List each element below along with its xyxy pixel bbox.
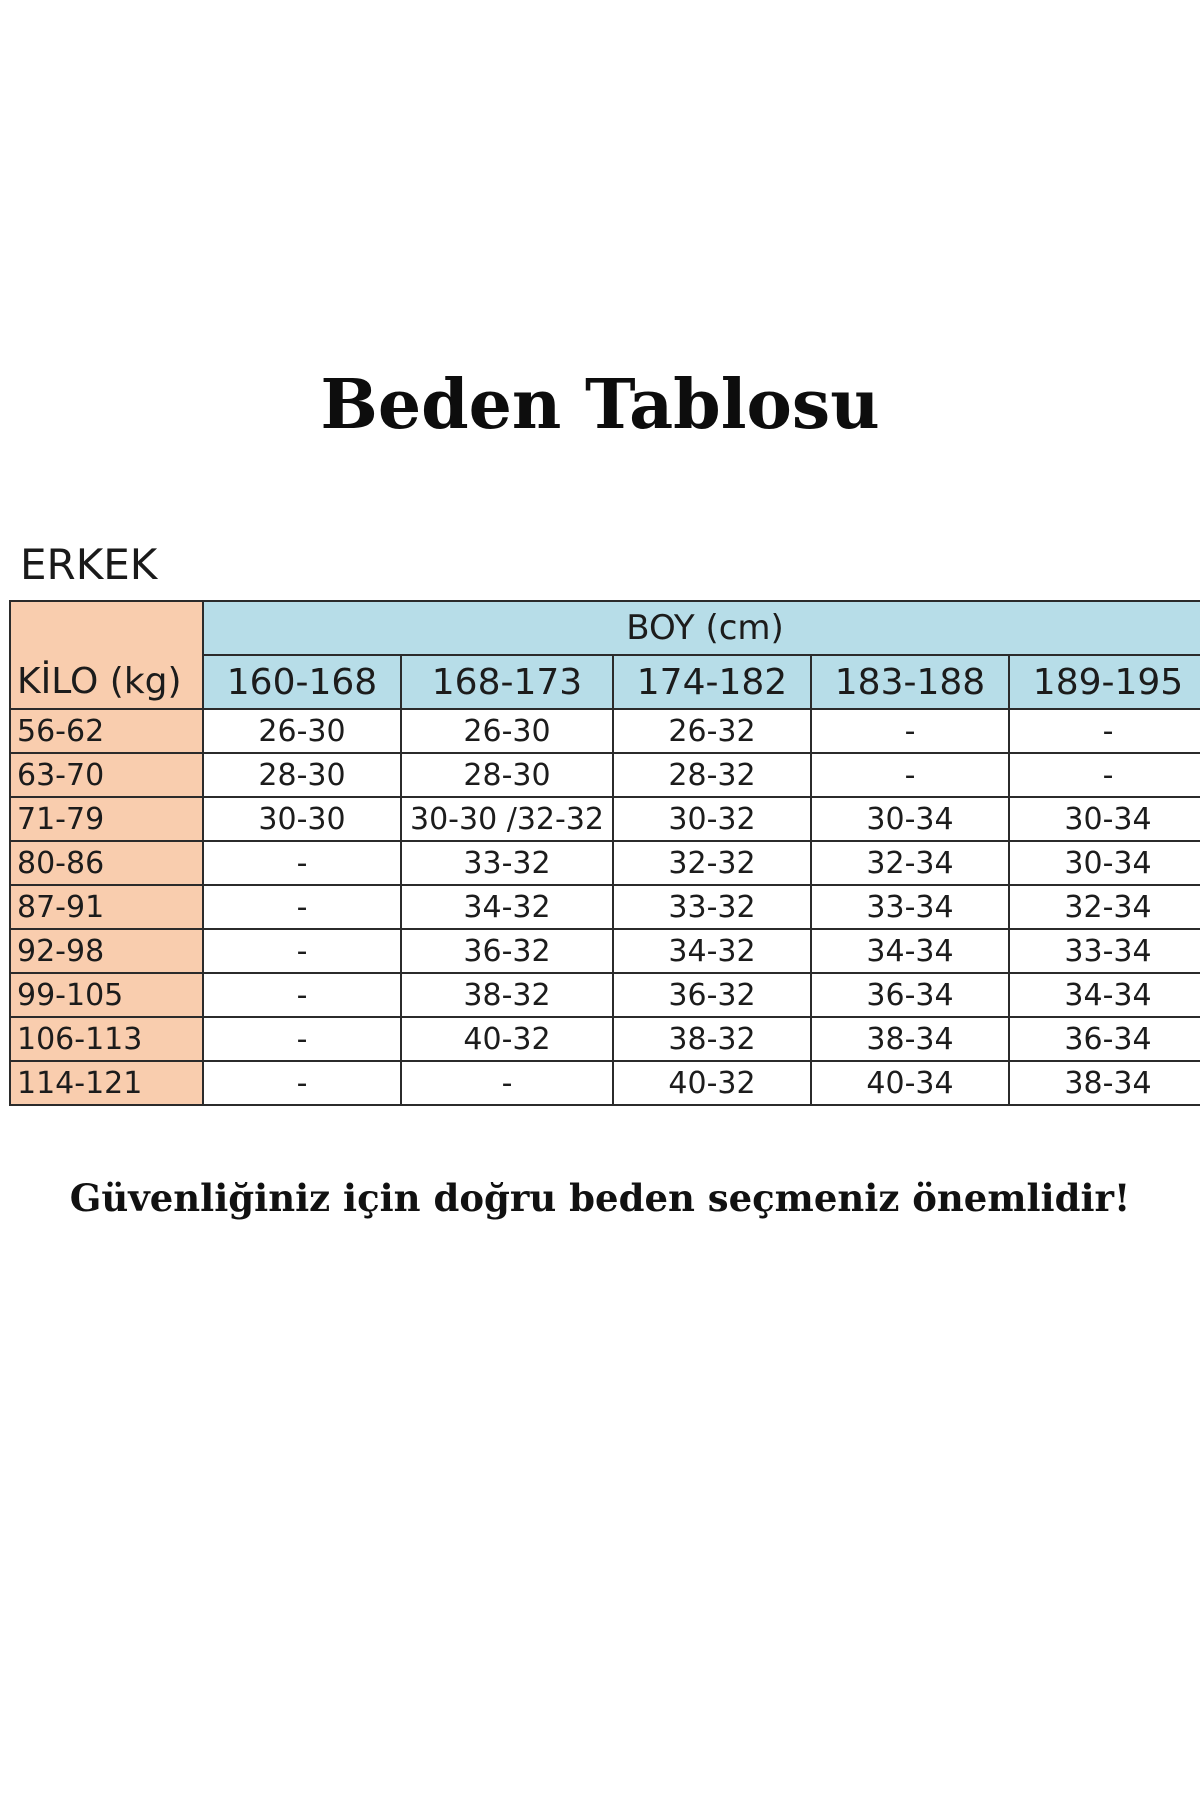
size-cell: - — [203, 1061, 401, 1105]
table-row — [10, 709, 1200, 753]
size-cell: 26-30 — [203, 709, 401, 753]
table-row — [10, 1017, 1200, 1061]
weight-range: 63-70 — [10, 753, 203, 797]
size-cell: 34-34 — [1009, 973, 1200, 1017]
size-cell: - — [811, 709, 1009, 753]
size-cell: 33-34 — [1009, 929, 1200, 973]
table-row — [10, 973, 1200, 1017]
size-cell: 30-34 — [1009, 797, 1200, 841]
height-range: 183-188 — [811, 655, 1009, 709]
size-cell: 36-34 — [1009, 1017, 1200, 1061]
size-cell: 36-32 — [613, 973, 811, 1017]
size-cell: 34-32 — [613, 929, 811, 973]
height-range: 160-168 — [203, 655, 401, 709]
size-cell: 32-32 — [613, 841, 811, 885]
size-cell: 33-32 — [401, 841, 613, 885]
weight-range: 80-86 — [10, 841, 203, 885]
size-cell: 34-32 — [401, 885, 613, 929]
height-range: 174-182 — [613, 655, 811, 709]
page-title: Beden Tablosu — [320, 365, 880, 445]
size-cell: 30-34 — [1009, 841, 1200, 885]
weight-range: 87-91 — [10, 885, 203, 929]
size-cell: 38-32 — [401, 973, 613, 1017]
size-cell: - — [811, 753, 1009, 797]
section-label-erkek: ERKEK — [20, 540, 158, 589]
weight-range: 99-105 — [10, 973, 203, 1017]
size-cell: 36-32 — [401, 929, 613, 973]
size-cell: - — [401, 1061, 613, 1105]
size-cell: 32-34 — [1009, 885, 1200, 929]
size-cell: 32-34 — [811, 841, 1009, 885]
size-cell: - — [203, 973, 401, 1017]
size-cell: 28-32 — [613, 753, 811, 797]
size-cell: 33-34 — [811, 885, 1009, 929]
size-cell: 28-30 — [401, 753, 613, 797]
size-cell: - — [203, 929, 401, 973]
table-row — [10, 841, 1200, 885]
size-cell: 26-32 — [613, 709, 811, 753]
size-cell: 34-34 — [811, 929, 1009, 973]
size-table — [9, 600, 1200, 1106]
size-cell: 40-34 — [811, 1061, 1009, 1105]
size-cell: 40-32 — [613, 1061, 811, 1105]
size-cell: 38-32 — [613, 1017, 811, 1061]
weight-range: 92-98 — [10, 929, 203, 973]
size-cell: 30-32 — [613, 797, 811, 841]
size-cell: 28-30 — [203, 753, 401, 797]
size-cell: - — [1009, 709, 1200, 753]
kilo-header-spacer — [10, 601, 203, 655]
size-cell: 30-30 /32-32 — [401, 797, 613, 841]
size-cell: 38-34 — [811, 1017, 1009, 1061]
size-cell: 36-34 — [811, 973, 1009, 1017]
table-row — [10, 1061, 1200, 1105]
table-row — [10, 929, 1200, 973]
size-cell: 30-34 — [811, 797, 1009, 841]
table-row — [10, 885, 1200, 929]
size-cell: 38-34 — [1009, 1061, 1200, 1105]
size-cell: - — [203, 885, 401, 929]
kilo-header: KİLO (kg) — [10, 655, 203, 709]
size-rows — [10, 709, 1200, 1105]
size-cell: 26-30 — [401, 709, 613, 753]
height-range: 189-195 — [1009, 655, 1200, 709]
height-header-row — [10, 655, 1200, 709]
weight-range: 56-62 — [10, 709, 203, 753]
size-cell: - — [203, 1017, 401, 1061]
table-row — [10, 797, 1200, 841]
footer-note: Güvenliğiniz için doğru beden seçmeniz önemlidir! — [69, 1176, 1131, 1220]
weight-range: 106-113 — [10, 1017, 203, 1061]
size-cell: 40-32 — [401, 1017, 613, 1061]
weight-range: 71-79 — [10, 797, 203, 841]
boy-header-row — [10, 601, 1200, 655]
height-range: 168-173 — [401, 655, 613, 709]
boy-header: BOY (cm) — [203, 601, 1200, 655]
weight-range: 114-121 — [10, 1061, 203, 1105]
size-cell: 33-32 — [613, 885, 811, 929]
table-row — [10, 753, 1200, 797]
size-cell: - — [203, 841, 401, 885]
size-cell: 30-30 — [203, 797, 401, 841]
size-cell: - — [1009, 753, 1200, 797]
